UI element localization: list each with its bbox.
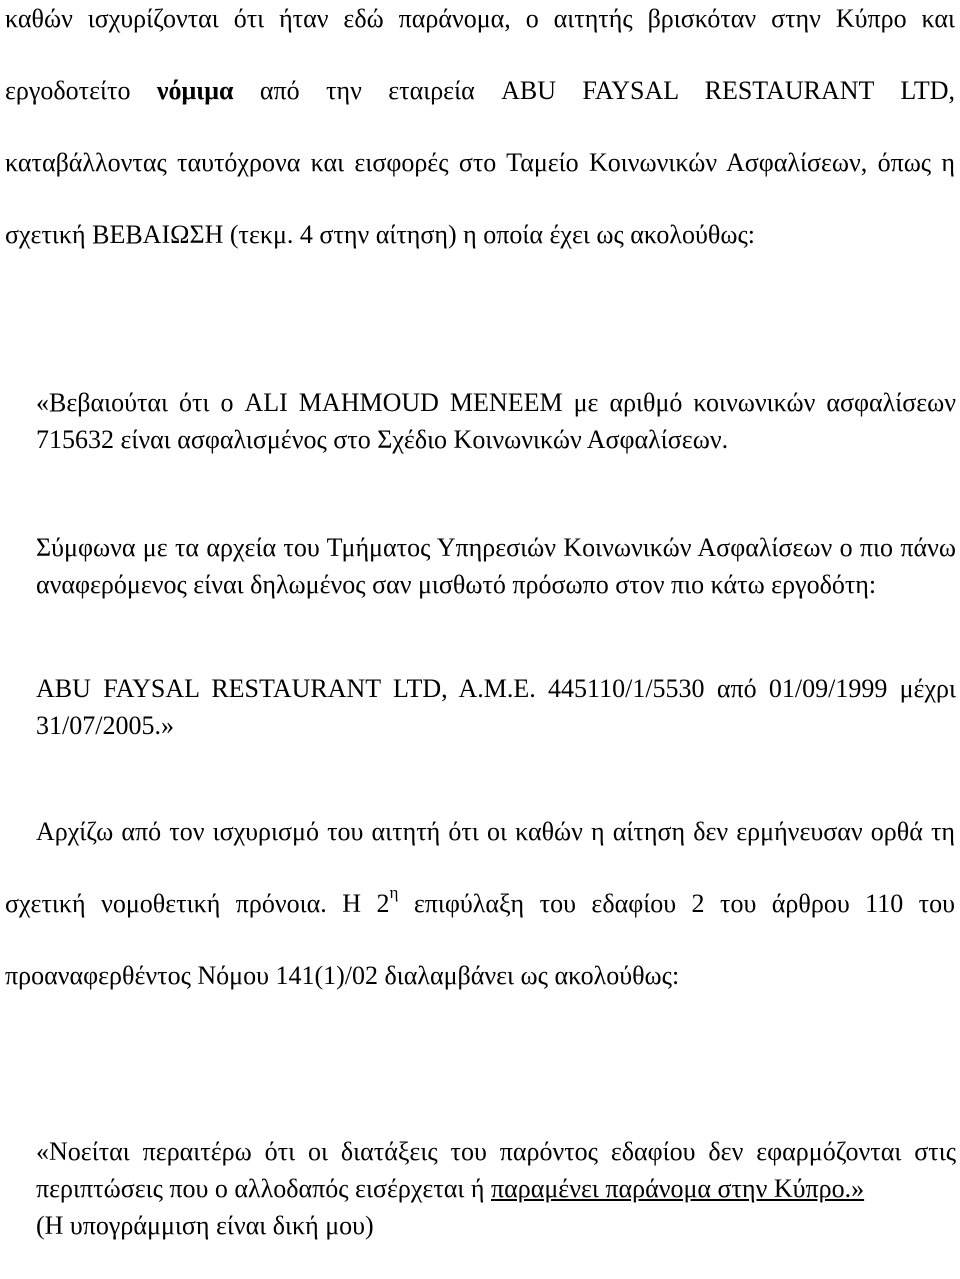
- quote-certificate-2: Σύμφωνα με τα αρχεία του Τμήματος Υπηρεσιών Κοινωνικών Ασφαλίσεων ο πιο πάνω αναφερόμενος είναι δηλωμένος σαν μισθωτό πρόσωπο στον πιο κάτω εργοδότη:: [36, 533, 956, 599]
- quote-certificate-1: «Βεβαιούται ότι ο ALI MAHMOUD MENEEM με αριθμό κοινωνικών ασφαλίσεων 715632 είναι ασφαλισμένος στο Σχέδιο Κοινωνικών Ασφαλίσεων.: [36, 388, 956, 454]
- paragraph-intro: [5, 0, 955, 271]
- paragraph-analysis-text-cont: επιφύλαξη του εδαφίου 2 του άρθρου 110 του προαναφερθέντος Νόμου 141(1)/02 διαλαμβάνει ως ακολούθως:: [5, 889, 955, 990]
- paragraph-intro-text-cont: από την εταιρεία ABU FAYSAL RESTAURANT LTD, καταβάλλοντας ταυτόχρονα και εισφορές στο Ταμείο Κοινωνικών Ασφαλίσεων, όπως η σχετική ΒΕΒΑΙΩΣΗ (τεκμ. 4 στην αίτηση) η οποία έχει ως ακολούθως:: [5, 76, 955, 249]
- paragraph-intro-text: καθών ισχυρίζονται ότι ήταν εδώ παράνομα, ο αιτητής βρισκόταν στην Κύπρο και εργοδοτείτο: [5, 4, 955, 105]
- underlined-phrase: παραμένει παράνομα στην Κύπρο.»: [491, 1174, 865, 1203]
- paragraph-analysis: [5, 796, 955, 1012]
- quote-law-proviso-text: «Νοείται περαιτέρω ότι οι διατάξεις του παρόντος εδαφίου δεν εφαρμόζονται στις περιπτώσεις που ο αλλοδαπός εισέρχεται ή: [36, 1137, 956, 1203]
- ordinal-superscript: η: [389, 883, 399, 903]
- quote-certificate-3: ABU FAYSAL RESTAURANT LTD, A.M.E. 445110/1/5530 από 01/09/1999 μέχρι 31/07/2005.»: [36, 674, 956, 740]
- emphasis-lawful: νόμιμα: [156, 76, 234, 105]
- paragraph-analysis-text: Αρχίζω από τον ισχυρισμό του αιτητή ότι οι καθών η αίτηση δεν ερμήνευσαν ορθά τη σχετική νομοθετική πρόνοια. Η 2: [5, 817, 955, 918]
- quote-law-proviso: [36, 1133, 956, 1207]
- emphasis-note: (Η υπογράμμιση είναι δική μου): [36, 1211, 374, 1240]
